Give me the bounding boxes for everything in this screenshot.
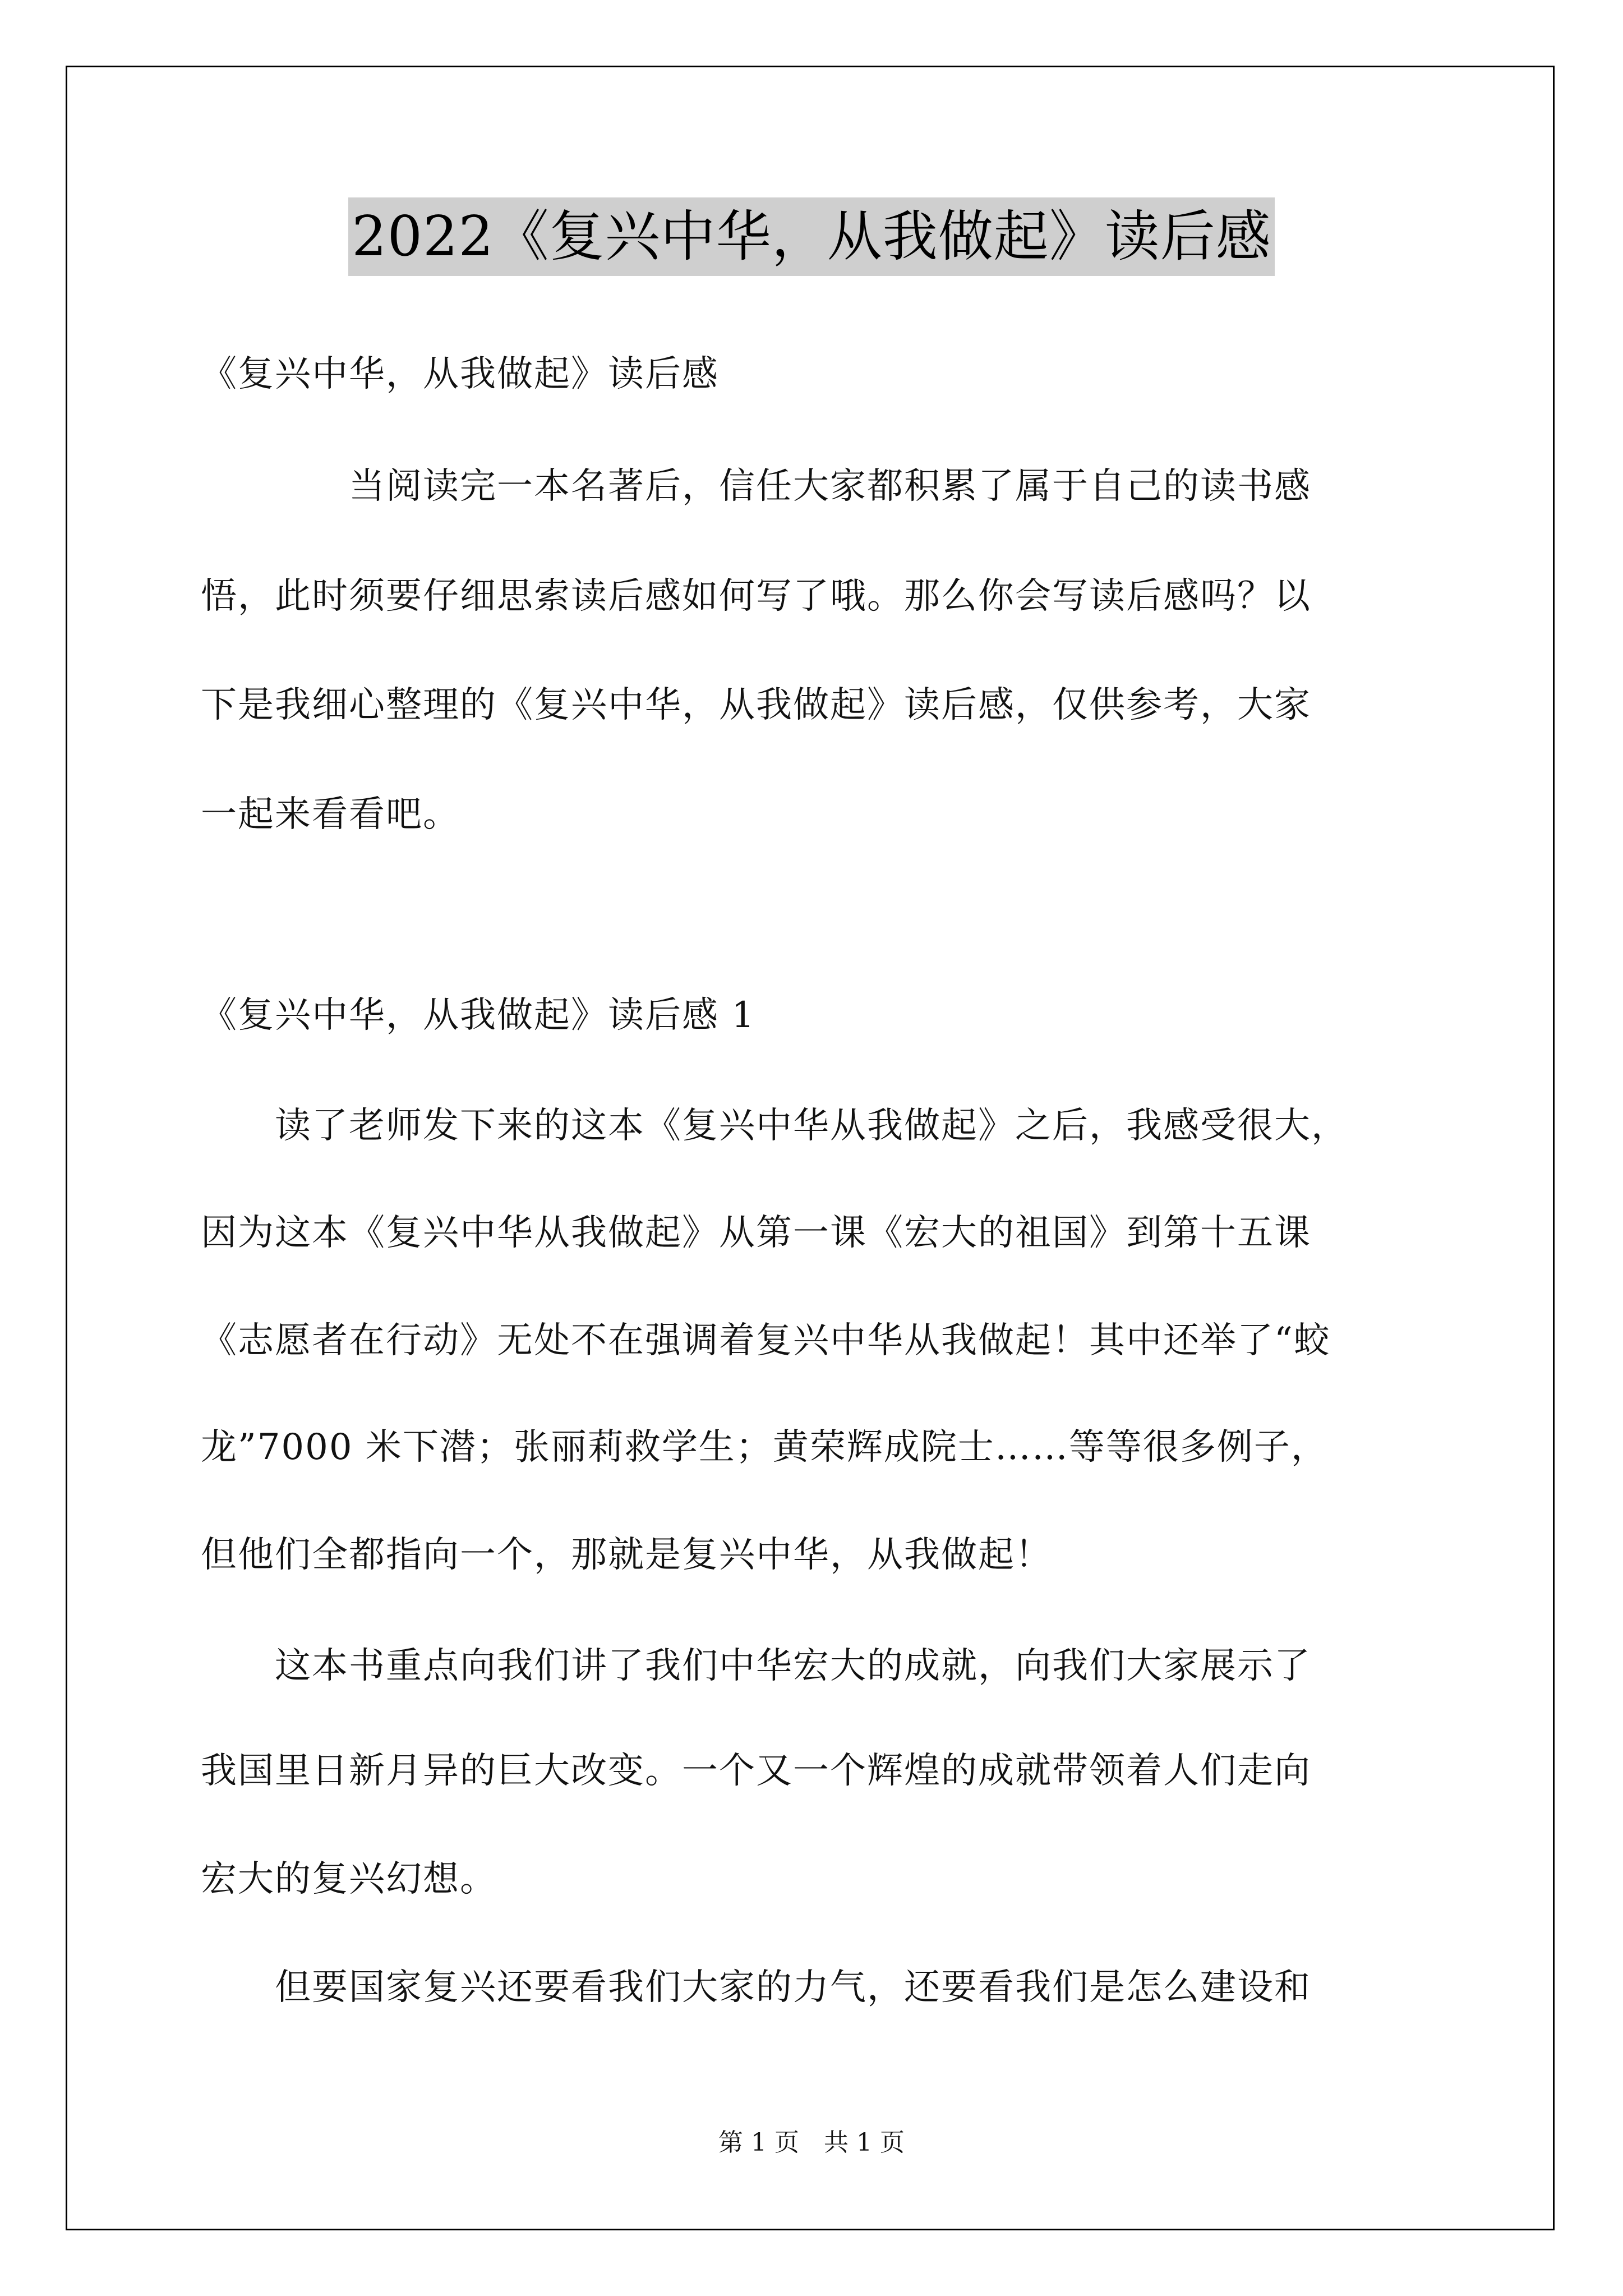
text-line: 因为这本《复兴中华从我做起》从第一课《宏大的祖国》到第十五课 — [201, 1212, 1311, 1254]
page-title: 2022《复兴中华，从我做起》读后感 — [348, 197, 1274, 276]
text-line: 当阅读完一本名著后，信任大家都积累了属于自己的读书感 — [201, 466, 1311, 507]
title-container — [0, 197, 1623, 276]
text-line: 《志愿者在行动》无处不在强调着复兴中华从我做起！其中还举了“蛟 — [201, 1320, 1331, 1361]
text-line: 我国里日新月异的巨大改变。一个又一个辉煌的成就带领着人们走向 — [201, 1750, 1311, 1792]
section-heading: 《复兴中华，从我做起》读后感 1 — [201, 995, 756, 1036]
text-line: 悟，此时须要仔细思索读后感如何写了哦。那么你会写读后感吗？以 — [201, 576, 1311, 617]
text-line: 但要国家复兴还要看我们大家的力气，还要看我们是怎么建设和 — [201, 1967, 1311, 2008]
text-line: 下是我细心整理的《复兴中华，从我做起》读后感，仅供参考，大家 — [201, 684, 1311, 726]
text-line: 宏大的复兴幻想。 — [201, 1858, 497, 1900]
text-line: 龙”7000 米下潜；张丽莉救学生；黄荣辉成院士……等等很多例子， — [201, 1427, 1328, 1468]
text-line: 这本书重点向我们讲了我们中华宏大的成就，向我们大家展示了 — [201, 1645, 1311, 1687]
text-line: 但他们全都指向一个，那就是复兴中华，从我做起！ — [201, 1534, 1052, 1576]
text-line: 读了老师发下来的这本《复兴中华从我做起》之后，我感受很大， — [201, 1105, 1348, 1147]
text-line-subtitle: 《复兴中华，从我做起》读后感 — [201, 353, 719, 395]
text-line: 一起来看看吧。 — [201, 794, 460, 835]
page-footer: 第 1 页 共 1 页 — [718, 2128, 905, 2157]
